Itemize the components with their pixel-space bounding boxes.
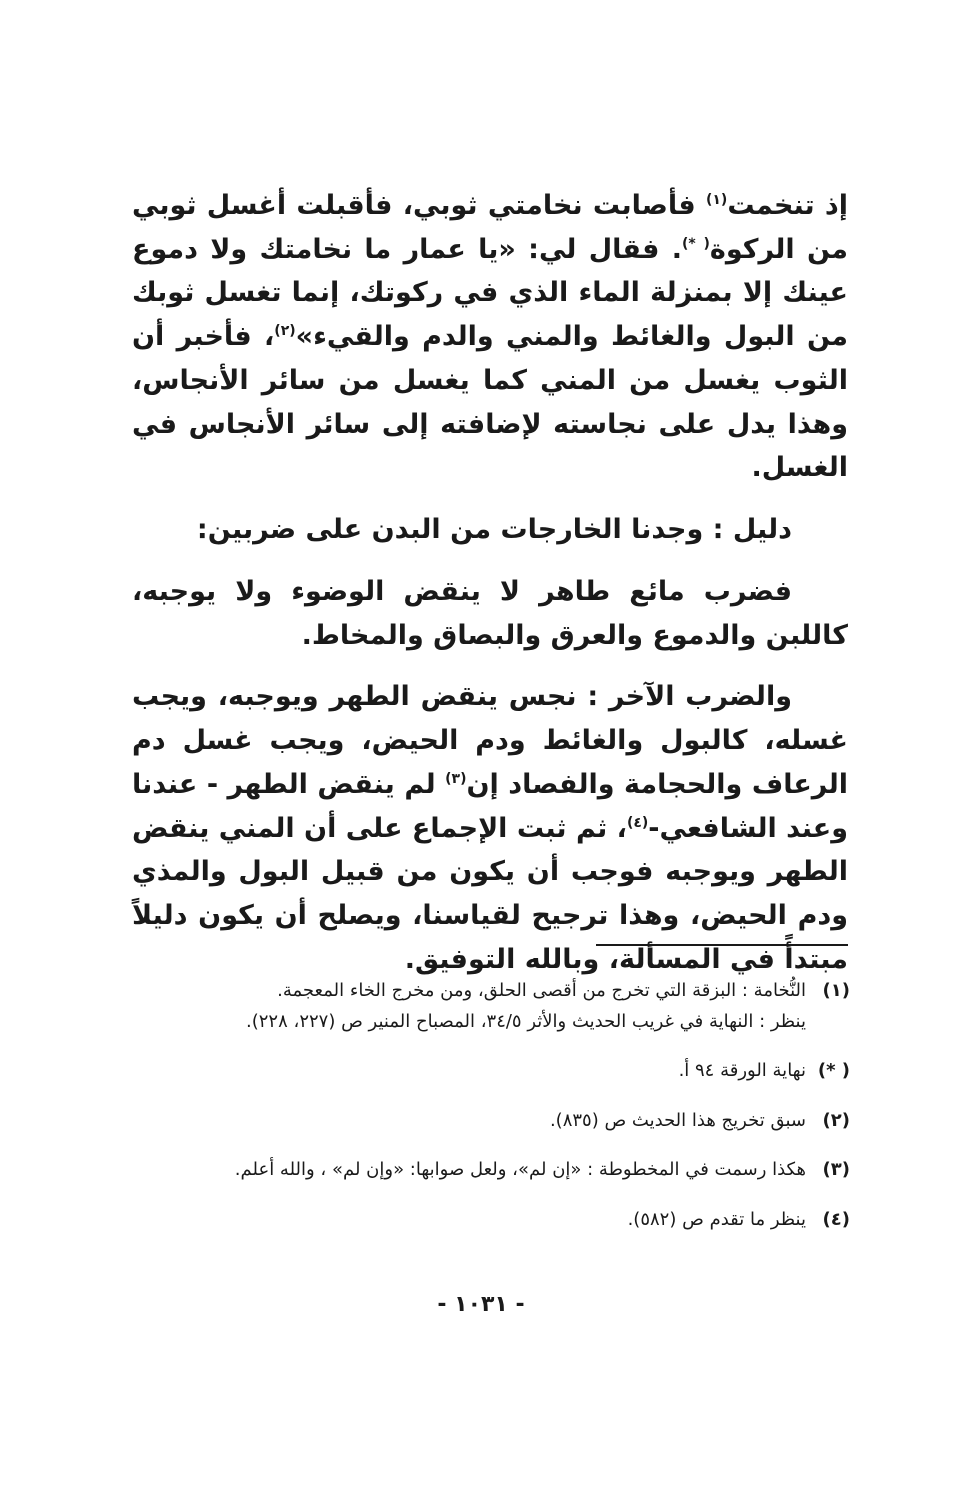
footnote-star bbox=[200, 1056, 850, 1087]
footnote-ref-1[interactable]: (١) bbox=[705, 192, 728, 208]
text-segment: فضرب مائع طاهر لا ينقض الوضوء ولا يوجبه، كاللبن والدموع والعرق والبصاق والمخاط. bbox=[132, 575, 848, 651]
main-text bbox=[132, 184, 848, 981]
footnote-number: (٣) bbox=[822, 1159, 850, 1181]
footnote-ref-4[interactable]: (٤) bbox=[626, 814, 649, 831]
paragraph-daleel bbox=[132, 508, 848, 552]
footnote-4 bbox=[200, 1205, 850, 1236]
text-segment: والضرب الآخر : نجس ينقض الطهر ويوجبه، ويجب غسله، كالبول والغائط ودم الحيض، ويجب غسل دم الرعاف والحجامة والفصاد إن bbox=[132, 681, 848, 800]
footnote-number: ( *) bbox=[817, 1060, 850, 1082]
footnote-1 bbox=[200, 976, 850, 1037]
footnotes-section bbox=[200, 976, 850, 1255]
footnote-body bbox=[200, 976, 806, 1037]
footnote-number: (٤) bbox=[822, 1208, 850, 1230]
text-segment: إذ تنخمت bbox=[727, 190, 849, 221]
text-segment: فأصابت نخامتي ثوبي، فأقبلت أغسل ثوبي من الركوة bbox=[132, 190, 848, 265]
footnote-line: هكذا رسمت في المخطوطة : «إن لم»، ولعل صوابها: «وإن لم» ، والله أعلم. bbox=[234, 1159, 806, 1181]
footnote-line: النُّخامة : البزقة التي تخرج من أقصى الحلق، ومن مخرج الخاء المعجمة. bbox=[277, 980, 806, 1001]
footnote-ref-2[interactable]: (٢) bbox=[274, 323, 296, 340]
footnote-line: ينظر ما تقدم ص (٥٨٢). bbox=[627, 1208, 806, 1230]
footnote-2 bbox=[200, 1106, 850, 1137]
footnote-number: (٢) bbox=[822, 1109, 850, 1131]
paragraph-second-type bbox=[132, 675, 848, 981]
footnote-body bbox=[200, 1056, 806, 1087]
footnote-ref-star[interactable]: ( *) bbox=[681, 235, 710, 252]
footnote-separator bbox=[596, 944, 848, 946]
paragraph-hadith bbox=[132, 184, 848, 490]
text-segment: ، فأخبر أن الثوب يغسل من المني كما يغسل من سائر الأنجاس، وهذا يدل على نجاسته لإضافته إلى سائر الأنجاس في الغسل. bbox=[132, 321, 848, 484]
footnote-number: (١) bbox=[822, 980, 850, 1001]
footnote-line: ينظر : النهاية في غريب الحديث والأثر ٣٤/٥، المصباح المنير ص (٢٢٧، ٢٢٨). bbox=[246, 1010, 806, 1032]
footnote-3 bbox=[200, 1155, 850, 1186]
text-segment: : وجدنا الخارجات من البدن على ضربين: bbox=[196, 514, 733, 546]
footnote-body bbox=[200, 1205, 806, 1236]
text-segment: لم ينقض الطهر - عندنا وعند الشافعي- bbox=[132, 768, 848, 844]
text-segment: ، ثم ثبت الإجماع على أن المني ينقض الطهر ويوجبه فوجب أن يكون من قبيل البول والمذي ودم الحيض، وهذا ترجيح لقياسنا، ويصلح أن يكون دليلاً مبتدأً في المسألة، وبالله التوفيق. bbox=[131, 812, 848, 975]
footnote-line: نهاية الورقة ٩٤ أ. bbox=[678, 1060, 806, 1082]
daleel-keyword: دليل bbox=[732, 514, 792, 546]
page-number: - ١٠٣١ - bbox=[437, 1292, 525, 1317]
footnote-line: سبق تخريج هذا الحديث ص (٨٣٥). bbox=[549, 1109, 806, 1131]
footnote-ref-3[interactable]: (٣) bbox=[445, 770, 467, 787]
text-segment: . فقال لي: «يا عمار ما نخامتك ولا دموع عينك إلا بمنزلة الماء الذي في ركوتك، إنما تغسل ثوبك من البول والغائط والمني والدم والقيء» bbox=[132, 233, 848, 353]
paragraph-first-type bbox=[132, 570, 848, 657]
footnote-body bbox=[200, 1106, 806, 1137]
footnote-body bbox=[200, 1155, 806, 1186]
